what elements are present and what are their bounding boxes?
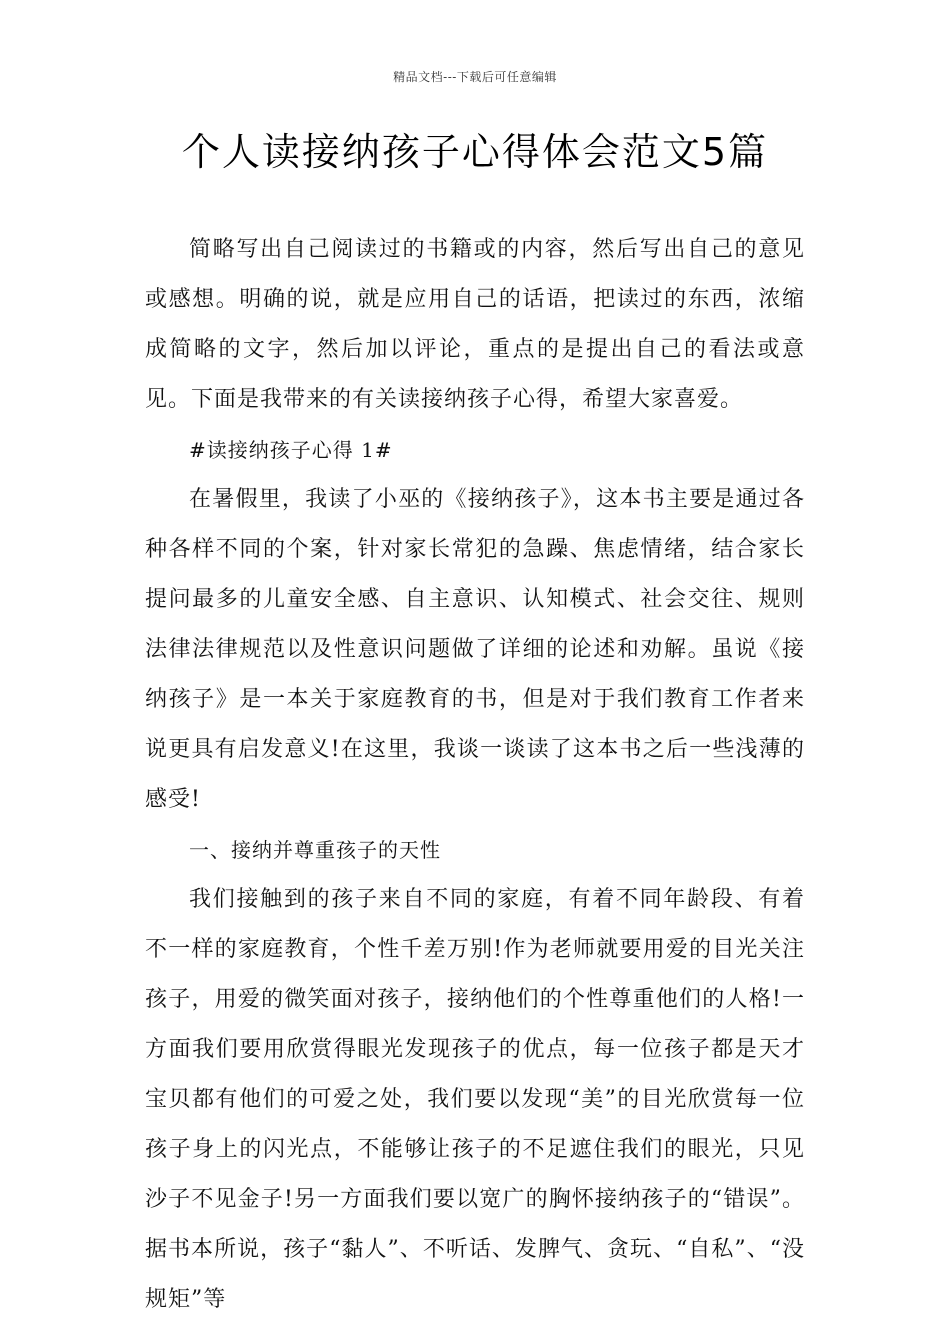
document-body <box>145 225 805 1325</box>
document-title: 个人读接纳孩子心得体会范文5篇 <box>181 130 769 174</box>
subheading: 一、接纳并尊重孩子的天性 <box>189 838 441 862</box>
header-note: 精品文档---下载后可任意编辑 <box>393 70 557 84</box>
paragraph-2: 我们接触到的孩子来自不同的家庭，有着不同年龄段、有着不一样的家庭教育，个性千差万别!作为老师就要用爱的目光关注孩子，用爱的微笑面对孩子，接纳他们的个性尊重他们的人格!一方面我们要用欣赏得眼光发现孩子的优点，每一位孩子都是天才宝贝都有他们的可爱之处，我们要以发现“美”的目光欣赏每一位孩子身上的闪光点，不能够让孩子的不足遮住我们的眼光，只见沙子不见金子!另一方面我们要以宽广的胸怀接纳孩子的“错误”。据书本所说，孩子“黏人”、不听话、发脾气、贪玩、“自私”、“没规矩”等 <box>145 887 805 1312</box>
paragraph-1: 在暑假里，我读了小巫的《接纳孩子》，这本书主要是通过各种各样不同的个案，针对家长常犯的急躁、焦虑情绪，结合家长提问最多的儿童安全感、自主意识、认知模式、社会交往、规则法律法律规范以及性意识问题做了详细的论述和劝解。虽说《接纳孩子》是一本关于家庭教育的书，但是对于我们教育工作者来说更具有启发意义!在这里，我谈一谈读了这本书之后一些浅薄的感受! <box>145 487 805 812</box>
section-marker: #读接纳孩子心得 1# <box>189 438 393 462</box>
intro-paragraph: 简略写出自己阅读过的书籍或的内容，然后写出自己的意见或感想。明确的说，就是应用自己的话语，把读过的东西，浓缩成简略的文字，然后加以评论，重点的是提出自己的看法或意见。下面是我带来的有关读接纳孩子心得，希望大家喜爱。 <box>145 237 805 412</box>
